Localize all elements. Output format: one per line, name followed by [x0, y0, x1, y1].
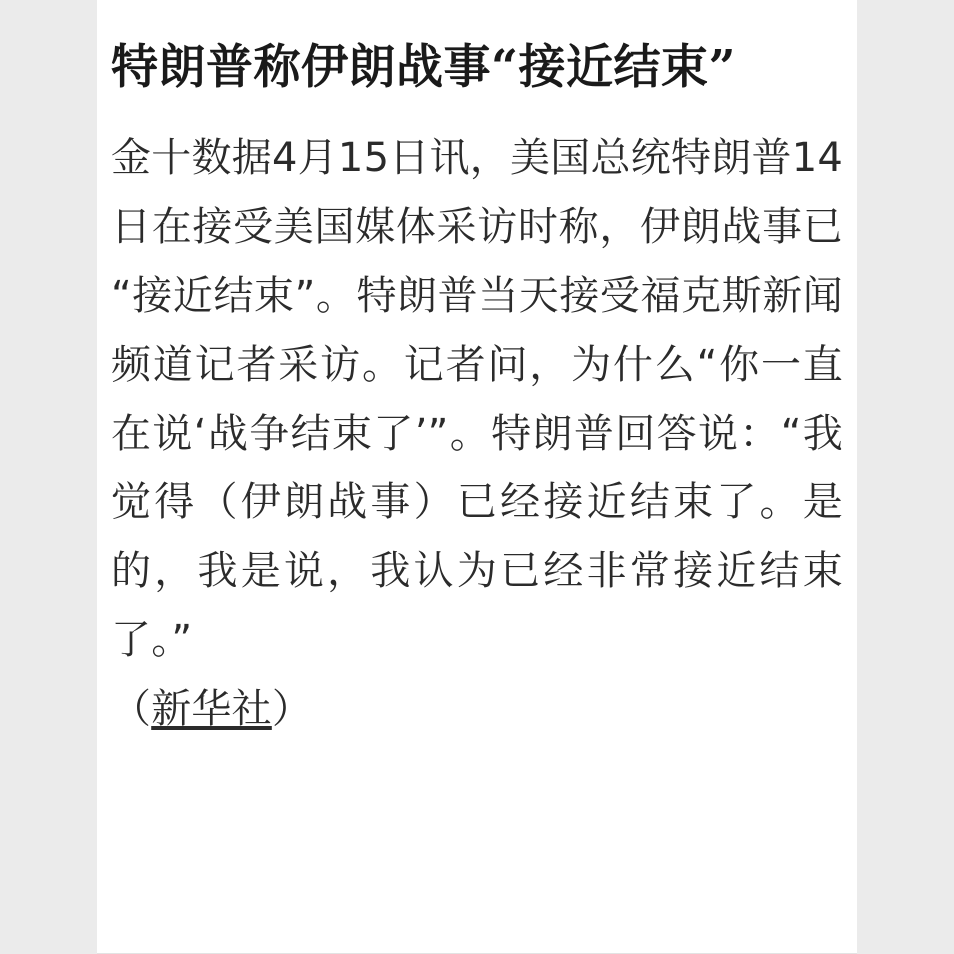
article-card	[97, 0, 857, 954]
article-source	[111, 675, 843, 744]
article-content	[97, 0, 857, 744]
source-open-paren: （	[111, 685, 152, 732]
article-body-text: 金十数据4月15日讯，美国总统特朗普14日在接受美国媒体采访时称，伊朗战事已“接近结束”。特朗普当天接受福克斯新闻频道记者采访。记者问，为什么“你一直在说‘战争结束了’”。特朗普回答说：“我觉得（伊朗战事）已经接近结束了。是的，我是说，我认为已经非常接近结束了。”	[111, 135, 843, 663]
page-title: 特朗普称伊朗战事“接近结束”	[111, 40, 737, 95]
source-link[interactable]: 新华社	[151, 685, 272, 732]
source-close-paren: ）	[271, 685, 313, 732]
